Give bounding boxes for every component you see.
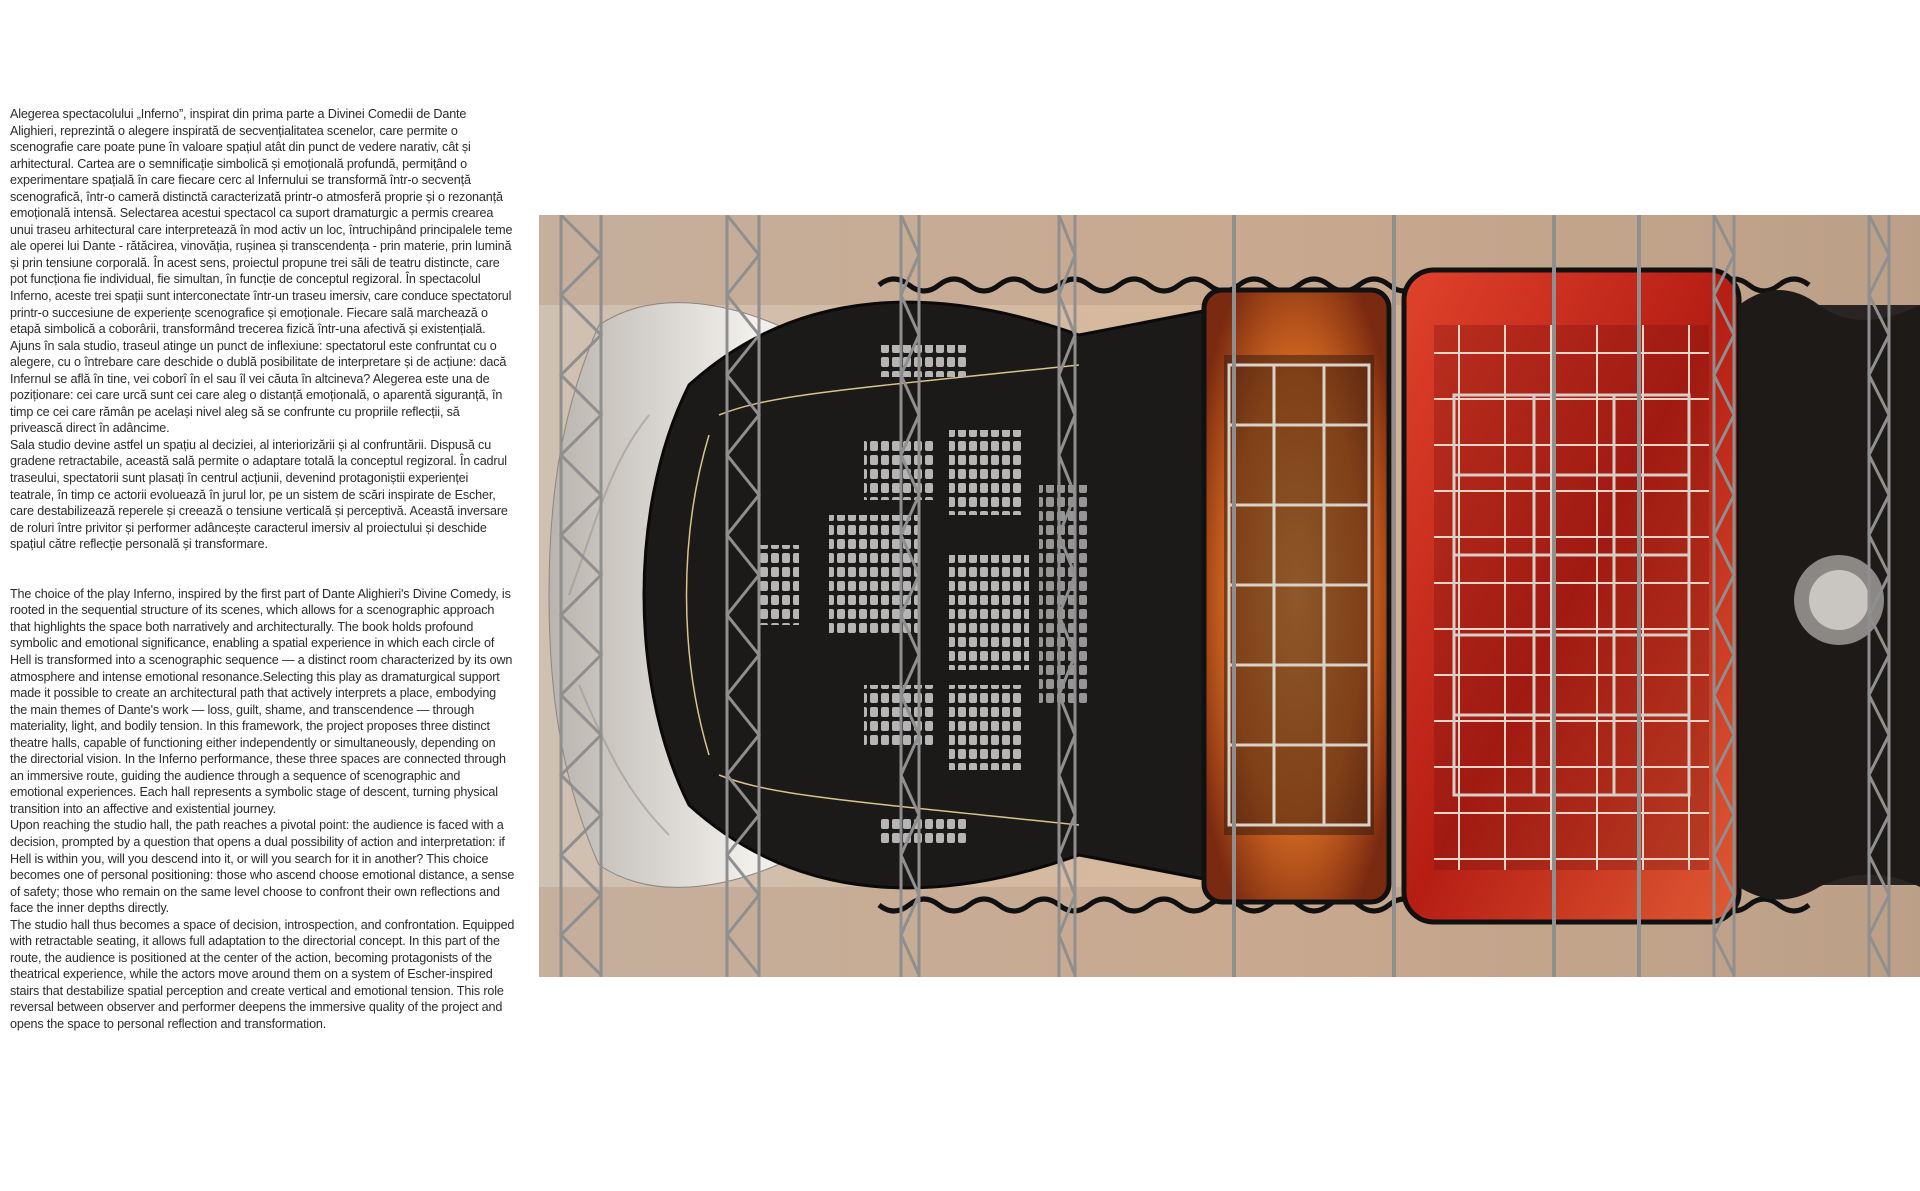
theatre-plan-render [539, 215, 1920, 977]
ro-paragraph-3: Sala studio devine astfel un spațiu al deciziei, al interiorizării și al confruntării. Dispusă cu gradene retractabile, această sală permite o adaptare totală la conceptul regizoral. În cadrul traseului, spectatorii sunt plasați în centrul acțiunii, devenind protagoniștii experienței teatrale, în timp ce actorii evoluează în jurul lor, pe un sistem de scări inspirate de Escher, care destabilizează reperele și creează o tensiune verticală și perceptivă. Această inversare de roluri între privitor și performer adâncește caracterul imersiv al proiectului și deschide spațiul către reflecție personală și transformare. [10, 437, 508, 552]
description-text [10, 106, 515, 1033]
en-paragraph-2: Upon reaching the studio hall, the path reaches a pivotal point: the audience is faced with a decision, prompted by a question that opens a dual possibility of action and interpretation: if Hell is within you, will you descend into it, or will you search for it in another? This choice becomes one of personal positioning: those who ascend choose emotional distance, a sense of safety; those who remain on the same level choose to confront their own reflections and face the inner depths directly. [10, 818, 515, 916]
ro-paragraph-1: Alegerea spectacolului „Inferno”, inspirat din prima parte a Divinei Comedii de Dante Alighieri, reprezintă o alegere inspirată de secvențialitatea scenelor, care permite o scenografie care poate pune în valoare spațiul atât din punct de vedere narativ, cât și arhitectural. Cartea are o semnificație simbolică și emoțională profundă, permițând o experimentare spațială în care fiecare cerc al Infernului se transformă într-o secvență scenografică, într-o cameră distinctă caracterizată printr-o atmosferă proprie și o rezonanță emoțională intensă. Selectarea acestui spectacol ca suport dramaturgic a permis crearea unui traseu arhitectural care interpretează în mod activ un loc, întruchipând principalele teme ale operei lui Dante - rătăcirea, vinovăția, rușinea și transcendența - prin materie, prin lumină și prin tensiune corporală. În acest sens, proiectul propune trei săli de teatru distincte, care pot funcționa fie individual, fie simultan, în funcție de conceptul regizoral. În spectacolul Inferno, aceste trei spații sunt interconectate într-un traseu imersiv, care conduce spectatorul printr-o succesiune de experiențe scenografice și emoționale. Fiecare sală marchează o etapă simbolică a coborârii, transformând trecerea fizică într-una afectivă și existențială. [10, 107, 513, 337]
en-paragraph-3: The studio hall thus becomes a space of decision, introspection, and confrontation. Equipped with retractable seating, it allows full adaptation to the directorial concept. In this part of the route, the audience is positioned at the center of the action, becoming protagonists of the theatrical experience, while the actors move around them on a system of Escher-inspired stairs that destabilize spatial perception and create vertical and emotional tension. This role reversal between observer and performer deepens the immersive quality of the project and opens the space to personal reflection and transformation. [10, 917, 515, 1031]
en-paragraph-1: The choice of the play Inferno, inspired by the first part of Dante Alighieri's Divine Comedy, is rooted in the sequential structure of its scenes, which allows for a scenographic approach that highlights the space both narratively and architecturally. The book holds profound symbolic and emotional significance, enabling a spatial experience in which each circle of Hell is transformed into a scenographic sequence — a distinct room characterized by its own atmosphere and intense emotional resonance.Selecting this play as dramaturgical support made it possible to create an architectural path that actively interprets a place, embodying the main themes of Dante's work — loss, guilt, shame, and transcendence — through materiality, light, and bodily tension. In this framework, the project proposes three distinct theatre halls, capable of functioning either independently or simultaneously, depending on the directorial vision. In the Inferno performance, these three spaces are connected through an immersive route, guiding the audience through a sequence of scenographic and emotional experiences. Each hall represents a symbolic stage of descent, turning physical transition into an affective and existential journey. [10, 586, 513, 816]
paragraph-spacer [10, 553, 515, 586]
ro-paragraph-2: Ajuns în sala studio, traseul atinge un punct de inflexiune: spectatorul este confruntat cu o alegere, cu o întrebare care deschide o dublă posibilitate de interpretare și de acțiune: dacă Infernul se află în tine, vei coborî în el sau îl vei căuta în altcineva? Alegerea este una de poziționare: cei care urcă sunt cei care aleg o distanță emoțională, o aparentă siguranță, în timp ce cei care rămân pe același nivel aleg să se confrunte cu propriile reflecții, să privească direct în adâncime. [10, 338, 507, 436]
